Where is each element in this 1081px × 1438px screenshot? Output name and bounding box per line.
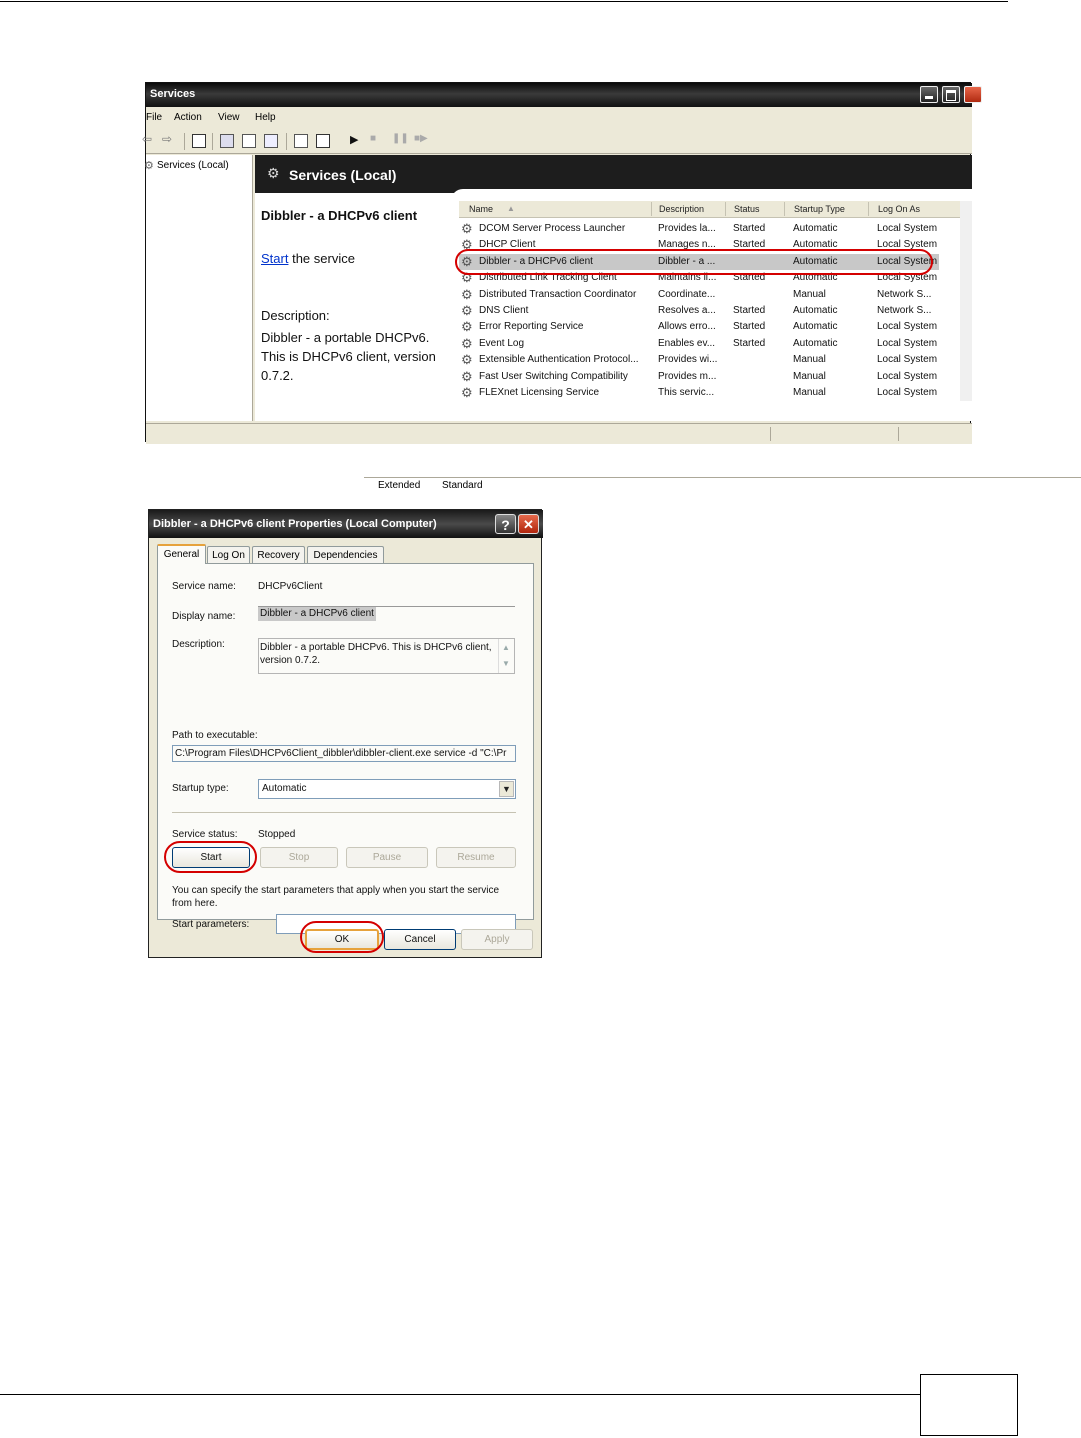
table-cell: Started bbox=[733, 305, 766, 316]
display-name-label: Display name: bbox=[172, 611, 236, 622]
cancel-button[interactable]: Cancel bbox=[384, 929, 456, 950]
start-service-link[interactable]: Start bbox=[261, 251, 289, 266]
service-detail-panel bbox=[255, 193, 451, 401]
table-cell: Local System bbox=[877, 255, 938, 267]
description-scrollbar[interactable] bbox=[498, 639, 514, 673]
detail-service-name: Dibbler - a DHCPv6 client bbox=[261, 208, 418, 223]
table-cell: Local System bbox=[877, 223, 938, 234]
service-gear-icon: ⚙ bbox=[461, 253, 473, 269]
status-bar bbox=[146, 423, 972, 444]
table-cell: Manual bbox=[793, 288, 826, 300]
column-log-on-as[interactable]: Log On As bbox=[878, 204, 921, 214]
tab-dependencies[interactable]: Dependencies bbox=[307, 546, 384, 563]
service-gear-icon: ⚙ bbox=[461, 385, 473, 400]
table-cell: Manual bbox=[793, 370, 826, 382]
table-row[interactable] bbox=[459, 336, 939, 352]
table-cell: Distributed Link Tracking Client bbox=[479, 272, 617, 284]
table-cell: Network S... bbox=[877, 288, 932, 300]
table-cell: Network S... bbox=[877, 305, 932, 316]
table-cell: Fast User Switching Compatibility bbox=[479, 370, 628, 382]
show-hide-tree-icon[interactable] bbox=[192, 134, 206, 148]
dialog-titlebar bbox=[149, 510, 543, 538]
scroll-up-icon[interactable]: ▲ bbox=[502, 643, 510, 652]
table-cell: Event Log bbox=[479, 337, 525, 349]
column-status[interactable]: Status bbox=[734, 204, 760, 214]
service-gear-icon: ⚙ bbox=[461, 270, 473, 286]
services-list bbox=[451, 189, 972, 401]
dialog-title: Dibbler - a DHCPv6 client Properties (Local Computer) bbox=[153, 518, 437, 530]
table-cell: DCOM Server Process Launcher bbox=[479, 223, 626, 234]
list-header bbox=[459, 201, 969, 218]
path-label: Path to executable: bbox=[172, 730, 258, 741]
apply-button[interactable]: Apply bbox=[461, 929, 533, 950]
pause-button[interactable]: Pause bbox=[346, 847, 428, 868]
page-number-box bbox=[920, 1374, 1018, 1436]
tab-extended[interactable]: Extended bbox=[378, 480, 421, 491]
table-cell: Started bbox=[733, 337, 766, 349]
column-name[interactable]: Name bbox=[469, 204, 494, 214]
table-cell: Automatic bbox=[793, 239, 838, 251]
table-cell: Automatic bbox=[793, 321, 838, 333]
table-cell: Coordinate... bbox=[658, 288, 716, 300]
table-cell: Dibbler - a DHCPv6 client bbox=[479, 255, 593, 267]
table-cell: Distributed Transaction Coordinator bbox=[479, 288, 637, 300]
display-name-value[interactable]: Dibbler - a DHCPv6 client bbox=[260, 608, 374, 619]
service-name-label: Service name: bbox=[172, 581, 236, 592]
menu-view[interactable]: View bbox=[218, 112, 240, 123]
column-divider[interactable] bbox=[725, 202, 726, 216]
startup-type-select[interactable] bbox=[258, 779, 516, 799]
start-highlight-oval bbox=[164, 841, 257, 873]
table-cell: Local System bbox=[877, 387, 938, 398]
column-description[interactable]: Description bbox=[659, 204, 705, 214]
forward-arrow-icon[interactable]: ⇨ bbox=[162, 132, 173, 146]
start-line-suffix: the service bbox=[288, 251, 355, 266]
table-cell: Started bbox=[733, 321, 766, 333]
toolbar-separator bbox=[286, 133, 287, 150]
table-cell: Local System bbox=[877, 321, 938, 333]
status-divider bbox=[770, 427, 771, 441]
close-button[interactable] bbox=[964, 86, 982, 103]
table-cell: Local System bbox=[877, 354, 938, 366]
table-cell: Automatic bbox=[793, 255, 838, 267]
divider bbox=[172, 812, 516, 813]
table-cell: Local System bbox=[877, 239, 938, 251]
service-gear-icon: ⚙ bbox=[461, 352, 473, 368]
stop-icon[interactable]: ■ bbox=[370, 133, 377, 144]
gear-icon: ⚙ bbox=[144, 160, 154, 172]
start-button[interactable]: Start bbox=[172, 847, 250, 868]
menu-action[interactable]: Action bbox=[174, 112, 202, 123]
table-cell: Enables ev... bbox=[658, 337, 716, 349]
services-title: Services bbox=[150, 88, 196, 100]
table-cell: FLEXnet Licensing Service bbox=[479, 387, 600, 398]
column-divider[interactable] bbox=[784, 202, 785, 216]
table-cell: Manual bbox=[793, 354, 826, 366]
service-status-value: Stopped bbox=[258, 829, 296, 840]
services-pane bbox=[255, 155, 972, 491]
start-params-hint: You can specify the start parameters that apply when you start the service from here. bbox=[172, 885, 500, 909]
detail-description: Dibbler - a portable DHCPv6. This is DHCPv6 client, version 0.7.2. bbox=[261, 330, 436, 383]
table-cell: Extensible Authentication Protocol... bbox=[479, 354, 639, 366]
column-divider[interactable] bbox=[868, 202, 869, 216]
chevron-down-icon[interactable]: ▼ bbox=[499, 781, 514, 797]
description-field[interactable] bbox=[258, 638, 515, 674]
back-arrow-icon[interactable]: ⇦ bbox=[142, 132, 153, 146]
export-list-icon[interactable] bbox=[264, 134, 278, 148]
table-cell: Error Reporting Service bbox=[479, 321, 584, 333]
table-cell: Started bbox=[733, 272, 766, 284]
service-gear-icon: ⚙ bbox=[461, 221, 473, 236]
restart-icon[interactable]: ■▶ bbox=[414, 133, 428, 144]
selected-row-highlight-oval bbox=[455, 249, 933, 275]
toolbar-separator bbox=[212, 133, 213, 150]
description-label: Description: bbox=[172, 639, 225, 650]
console-tree bbox=[146, 155, 253, 421]
status-divider bbox=[898, 427, 899, 441]
table-cell: DNS Client bbox=[479, 305, 529, 316]
pane-header bbox=[255, 155, 972, 193]
table-cell: Maintains li... bbox=[658, 272, 717, 284]
table-cell: Automatic bbox=[793, 272, 838, 284]
menu-help[interactable]: Help bbox=[255, 112, 276, 123]
menu-bar bbox=[146, 107, 972, 130]
play-icon[interactable]: ▶ bbox=[350, 134, 359, 146]
list-scrollbar[interactable] bbox=[960, 201, 972, 401]
table-cell: Local System bbox=[877, 337, 938, 349]
services-titlebar bbox=[146, 83, 972, 107]
pause-icon[interactable]: ❚❚ bbox=[392, 133, 409, 144]
service-gear-icon: ⚙ bbox=[461, 335, 473, 351]
table-cell: DHCP Client bbox=[479, 239, 536, 251]
service-name-value: DHCPv6Client bbox=[258, 581, 323, 592]
table-row[interactable] bbox=[459, 221, 939, 237]
table-cell: Automatic bbox=[793, 337, 838, 349]
minimize-button[interactable] bbox=[920, 86, 938, 103]
properties-icon[interactable] bbox=[220, 134, 234, 148]
maximize-button[interactable] bbox=[942, 86, 960, 103]
table-cell: Provides wi... bbox=[658, 354, 718, 366]
toolbar-separator bbox=[184, 133, 185, 150]
general-panel bbox=[157, 563, 534, 930]
table-cell: Automatic bbox=[793, 305, 838, 316]
table-cell: Resolves a... bbox=[658, 305, 716, 316]
table-row[interactable] bbox=[459, 352, 939, 368]
table-cell: Started bbox=[733, 223, 766, 234]
start-params-label: Start parameters: bbox=[172, 919, 250, 930]
service-gear-icon: ⚙ bbox=[461, 319, 473, 335]
path-field[interactable]: C:\Program Files\DHCPv6Client_dibbler\dibbler-client.exe service -d "C:\Pr bbox=[172, 745, 516, 762]
tab-general[interactable]: General bbox=[157, 544, 206, 564]
table-cell: Manages n... bbox=[658, 239, 716, 251]
table-cell: Automatic bbox=[793, 223, 838, 234]
tab-recovery[interactable]: Recovery bbox=[252, 546, 305, 563]
table-row[interactable] bbox=[459, 303, 939, 319]
toolbar bbox=[142, 129, 972, 154]
page-bottom-rule bbox=[0, 1394, 920, 1395]
description-value: Dibbler - a portable DHCPv6. This is DHCPv6 client, version 0.7.2. bbox=[260, 642, 492, 666]
ok-highlight-oval bbox=[300, 921, 384, 953]
table-row[interactable] bbox=[459, 369, 939, 385]
gear-icon: ⚙ bbox=[267, 165, 280, 181]
menu-file[interactable]: File bbox=[146, 112, 163, 123]
start-line bbox=[261, 251, 355, 266]
table-row[interactable] bbox=[459, 319, 939, 335]
table-cell: Allows erro... bbox=[658, 321, 716, 333]
service-gear-icon: ⚙ bbox=[461, 368, 473, 384]
service-status-label: Service status: bbox=[172, 829, 238, 840]
table-cell: Local System bbox=[877, 370, 938, 382]
services-window bbox=[142, 82, 971, 491]
table-cell: This servic... bbox=[658, 387, 715, 398]
view-tabs bbox=[364, 477, 1081, 494]
scroll-down-icon[interactable]: ▼ bbox=[502, 659, 510, 668]
dialog-close-button[interactable]: ✕ bbox=[518, 514, 539, 534]
startup-type-value: Automatic bbox=[262, 783, 307, 794]
table-row[interactable] bbox=[459, 287, 939, 303]
properties-dialog bbox=[148, 509, 542, 958]
table-cell: Provides m... bbox=[658, 370, 717, 382]
refresh-icon[interactable] bbox=[242, 134, 256, 148]
detail-description-label: Description: bbox=[261, 308, 330, 323]
table-cell: Started bbox=[733, 239, 766, 251]
column-startup-type[interactable]: Startup Type bbox=[794, 204, 845, 214]
table-row[interactable] bbox=[459, 385, 939, 401]
service-gear-icon: ⚙ bbox=[461, 303, 473, 318]
action-pane-icon[interactable] bbox=[316, 134, 330, 148]
tab-standard[interactable]: Standard bbox=[442, 480, 483, 491]
column-divider[interactable] bbox=[651, 202, 652, 216]
tab-log-on[interactable]: Log On bbox=[207, 546, 250, 563]
startup-type-label: Startup type: bbox=[172, 783, 229, 794]
service-gear-icon: ⚙ bbox=[461, 237, 473, 253]
sort-ascending-icon: ▲ bbox=[507, 204, 515, 213]
ok-button[interactable]: OK bbox=[305, 929, 379, 950]
tree-item-services-local[interactable]: Services (Local) bbox=[157, 160, 229, 171]
page-top-rule bbox=[0, 1, 1008, 2]
service-gear-icon: ⚙ bbox=[461, 286, 473, 302]
table-cell: Dibbler - a ... bbox=[658, 255, 716, 267]
pane-header-title: Services (Local) bbox=[289, 167, 397, 183]
stop-button[interactable]: Stop bbox=[260, 847, 338, 868]
help-icon[interactable] bbox=[294, 134, 308, 148]
table-cell: Manual bbox=[793, 387, 826, 398]
resume-button[interactable]: Resume bbox=[436, 847, 516, 868]
table-cell: Provides la... bbox=[658, 223, 716, 234]
help-button[interactable]: ? bbox=[495, 514, 516, 534]
table-cell: Local System bbox=[877, 272, 938, 284]
